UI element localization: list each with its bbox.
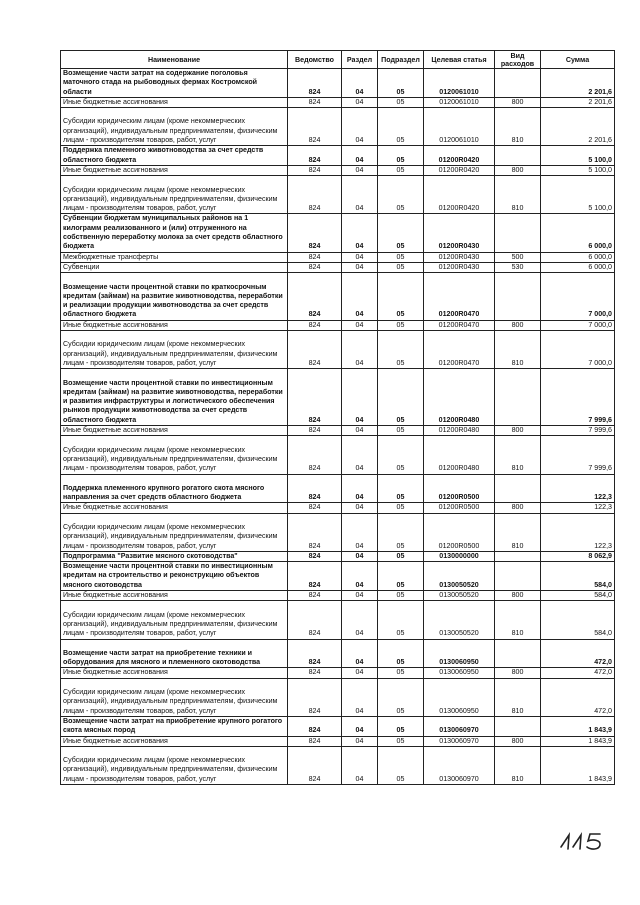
- cell-vid: 800: [495, 668, 541, 678]
- cell-celevaya: 01200R0480: [424, 369, 495, 426]
- cell-vid: 810: [495, 176, 541, 214]
- cell-summa: 6 000,0: [541, 252, 615, 262]
- cell-name: Возмещение части процентной ставки по краткосрочным кредитам (займам) на развитие животноводства, переработки и реализации продукции животноводства за счет средств областного бюджета: [61, 273, 288, 321]
- table-row: [61, 503, 615, 513]
- cell-podrazdel: 05: [378, 678, 424, 716]
- table-row: [61, 746, 615, 784]
- table-row: [61, 562, 615, 591]
- cell-razdel: 04: [342, 746, 378, 784]
- cell-summa: 1 843,9: [541, 746, 615, 784]
- cell-vedomstvo: 824: [288, 320, 342, 330]
- cell-name: Поддержка племенного животноводства за счет средств областного бюджета: [61, 146, 288, 166]
- cell-name: Субвенции: [61, 262, 288, 272]
- cell-vedomstvo: 824: [288, 436, 342, 474]
- cell-celevaya: 01200R0500: [424, 513, 495, 551]
- page-number-handwritten: [555, 830, 615, 852]
- cell-podrazdel: 05: [378, 69, 424, 98]
- cell-podrazdel: 05: [378, 426, 424, 436]
- cell-summa: 472,0: [541, 639, 615, 668]
- cell-name: Субсидии юридическим лицам (кроме некоммерческих организаций), индивидуальным предпринимателям, физическим лицам - производителям товаров, работ, услуг: [61, 601, 288, 639]
- cell-name: Поддержка племенного крупного рогатого скота мясного направления за счет средств областного бюджета: [61, 474, 288, 503]
- cell-summa: 6 000,0: [541, 214, 615, 252]
- table-row: [61, 639, 615, 668]
- cell-summa: 1 843,9: [541, 716, 615, 736]
- cell-vedomstvo: 824: [288, 551, 342, 561]
- table-row: [61, 736, 615, 746]
- cell-vid: [495, 551, 541, 561]
- header-podrazdel: Подраздел: [378, 51, 424, 69]
- table-row: [61, 320, 615, 330]
- table-row: [61, 214, 615, 252]
- table-header-row: [61, 51, 615, 69]
- cell-vid: [495, 69, 541, 98]
- table-row: [61, 513, 615, 551]
- cell-name: Субсидии юридическим лицам (кроме некоммерческих организаций), индивидуальным предпринимателям, физическим лицам - производителям товаров, работ, услуг: [61, 513, 288, 551]
- cell-podrazdel: 05: [378, 320, 424, 330]
- cell-vid: 800: [495, 165, 541, 175]
- cell-celevaya: 01200R0430: [424, 214, 495, 252]
- cell-name: Иные бюджетные ассигнования: [61, 320, 288, 330]
- cell-summa: 7 999,6: [541, 436, 615, 474]
- cell-celevaya: 0130060950: [424, 678, 495, 716]
- cell-vedomstvo: 824: [288, 69, 342, 98]
- cell-name: Субсидии юридическим лицам (кроме некоммерческих организаций), индивидуальным предпринимателям, физическим лицам - производителям товаров, работ, услуг: [61, 108, 288, 146]
- cell-podrazdel: 05: [378, 176, 424, 214]
- cell-vedomstvo: 824: [288, 746, 342, 784]
- cell-name: Иные бюджетные ассигнования: [61, 426, 288, 436]
- cell-celevaya: 01200R0420: [424, 176, 495, 214]
- cell-celevaya: 0130050520: [424, 591, 495, 601]
- cell-vedomstvo: 824: [288, 716, 342, 736]
- table-row: [61, 97, 615, 107]
- header-celevaya: Целевая статья: [424, 51, 495, 69]
- cell-summa: 6 000,0: [541, 262, 615, 272]
- header-vid: Вид расходов: [495, 51, 541, 69]
- cell-summa: 5 100,0: [541, 176, 615, 214]
- cell-summa: 472,0: [541, 678, 615, 716]
- cell-podrazdel: 05: [378, 562, 424, 591]
- cell-vedomstvo: 824: [288, 591, 342, 601]
- cell-razdel: 04: [342, 273, 378, 321]
- cell-razdel: 04: [342, 736, 378, 746]
- cell-vid: [495, 273, 541, 321]
- cell-summa: 7 000,0: [541, 320, 615, 330]
- table-row: [61, 369, 615, 426]
- cell-vedomstvo: 824: [288, 474, 342, 503]
- cell-celevaya: 0130060950: [424, 668, 495, 678]
- cell-razdel: 04: [342, 69, 378, 98]
- cell-razdel: 04: [342, 108, 378, 146]
- cell-razdel: 04: [342, 639, 378, 668]
- table-row: [61, 716, 615, 736]
- cell-name: Иные бюджетные ассигнования: [61, 165, 288, 175]
- cell-vid: [495, 474, 541, 503]
- cell-name: Подпрограмма "Развитие мясного скотоводства": [61, 551, 288, 561]
- cell-name: Возмещение части затрат на приобретение крупного рогатого скота мясных пород: [61, 716, 288, 736]
- header-summa: Сумма: [541, 51, 615, 69]
- cell-celevaya: 0130050520: [424, 562, 495, 591]
- cell-vid: 810: [495, 108, 541, 146]
- cell-summa: 2 201,6: [541, 97, 615, 107]
- table-row: [61, 331, 615, 369]
- cell-vid: 810: [495, 678, 541, 716]
- cell-vid: 800: [495, 591, 541, 601]
- cell-razdel: 04: [342, 436, 378, 474]
- cell-podrazdel: 05: [378, 273, 424, 321]
- cell-summa: 584,0: [541, 562, 615, 591]
- cell-celevaya: 01200R0480: [424, 436, 495, 474]
- cell-podrazdel: 05: [378, 214, 424, 252]
- cell-celevaya: 01200R0470: [424, 320, 495, 330]
- cell-name: Субсидии юридическим лицам (кроме некоммерческих организаций), индивидуальным предпринимателям, физическим лицам - производителям товаров, работ, услуг: [61, 436, 288, 474]
- cell-name: Субсидии юридическим лицам (кроме некоммерческих организаций), индивидуальным предпринимателям, физическим лицам - производителям товаров, работ, услуг: [61, 331, 288, 369]
- cell-name: Субсидии юридическим лицам (кроме некоммерческих организаций), индивидуальным предпринимателям, физическим лицам - производителям товаров, работ, услуг: [61, 746, 288, 784]
- cell-podrazdel: 05: [378, 668, 424, 678]
- cell-celevaya: 01200R0500: [424, 474, 495, 503]
- table-row: [61, 426, 615, 436]
- cell-podrazdel: 05: [378, 551, 424, 561]
- cell-celevaya: 01200R0430: [424, 252, 495, 262]
- table-row: [61, 176, 615, 214]
- cell-celevaya: 0130060970: [424, 746, 495, 784]
- table-row: [61, 252, 615, 262]
- cell-celevaya: 0130050520: [424, 601, 495, 639]
- cell-vedomstvo: 824: [288, 562, 342, 591]
- cell-vid: 810: [495, 746, 541, 784]
- cell-celevaya: 01200R0480: [424, 426, 495, 436]
- cell-vedomstvo: 824: [288, 108, 342, 146]
- header-vedomstvo: Ведомство: [288, 51, 342, 69]
- cell-podrazdel: 05: [378, 252, 424, 262]
- cell-name: Межбюджетные трансферты: [61, 252, 288, 262]
- cell-vid: 810: [495, 436, 541, 474]
- cell-celevaya: 0120061010: [424, 69, 495, 98]
- cell-name: Иные бюджетные ассигнования: [61, 97, 288, 107]
- cell-razdel: 04: [342, 474, 378, 503]
- cell-celevaya: 01200R0420: [424, 165, 495, 175]
- cell-podrazdel: 05: [378, 146, 424, 166]
- cell-summa: 5 100,0: [541, 146, 615, 166]
- cell-vedomstvo: 824: [288, 252, 342, 262]
- cell-razdel: 04: [342, 601, 378, 639]
- table-row: [61, 69, 615, 98]
- table-row: [61, 474, 615, 503]
- cell-podrazdel: 05: [378, 369, 424, 426]
- table-body: [61, 69, 615, 785]
- cell-podrazdel: 05: [378, 474, 424, 503]
- cell-razdel: 04: [342, 320, 378, 330]
- cell-vedomstvo: 824: [288, 736, 342, 746]
- header-name: Наименование: [61, 51, 288, 69]
- cell-vedomstvo: 824: [288, 503, 342, 513]
- cell-celevaya: 0130060970: [424, 716, 495, 736]
- cell-vid: 530: [495, 262, 541, 272]
- cell-vedomstvo: 824: [288, 214, 342, 252]
- cell-razdel: 04: [342, 668, 378, 678]
- cell-summa: 472,0: [541, 668, 615, 678]
- cell-razdel: 04: [342, 591, 378, 601]
- cell-vedomstvo: 824: [288, 146, 342, 166]
- cell-podrazdel: 05: [378, 165, 424, 175]
- cell-razdel: 04: [342, 551, 378, 561]
- cell-summa: 5 100,0: [541, 165, 615, 175]
- cell-razdel: 04: [342, 716, 378, 736]
- table-row: [61, 165, 615, 175]
- cell-razdel: 04: [342, 678, 378, 716]
- cell-razdel: 04: [342, 97, 378, 107]
- cell-name: Иные бюджетные ассигнования: [61, 503, 288, 513]
- table-row: [61, 668, 615, 678]
- cell-podrazdel: 05: [378, 601, 424, 639]
- cell-razdel: 04: [342, 252, 378, 262]
- cell-summa: 7 000,0: [541, 273, 615, 321]
- cell-name: Субсидии юридическим лицам (кроме некоммерческих организаций), индивидуальным предпринимателям, физическим лицам - производителям товаров, работ, услуг: [61, 678, 288, 716]
- cell-celevaya: 01200R0420: [424, 146, 495, 166]
- cell-name: Иные бюджетные ассигнования: [61, 736, 288, 746]
- cell-summa: 8 062,9: [541, 551, 615, 561]
- cell-razdel: 04: [342, 426, 378, 436]
- table-row: [61, 146, 615, 166]
- cell-celevaya: 0130060950: [424, 639, 495, 668]
- cell-vedomstvo: 824: [288, 262, 342, 272]
- cell-podrazdel: 05: [378, 436, 424, 474]
- table-row: [61, 262, 615, 272]
- cell-vedomstvo: 824: [288, 176, 342, 214]
- cell-razdel: 04: [342, 503, 378, 513]
- header-razdel: Раздел: [342, 51, 378, 69]
- cell-vedomstvo: 824: [288, 273, 342, 321]
- cell-summa: 122,3: [541, 513, 615, 551]
- cell-podrazdel: 05: [378, 513, 424, 551]
- cell-vedomstvo: 824: [288, 678, 342, 716]
- table-row: [61, 591, 615, 601]
- cell-name: Возмещение части затрат на приобретение техники и оборудования для мясного и племенного скотоводства: [61, 639, 288, 668]
- cell-podrazdel: 05: [378, 503, 424, 513]
- table-row: [61, 601, 615, 639]
- table-row: [61, 108, 615, 146]
- cell-vid: [495, 214, 541, 252]
- cell-vid: [495, 716, 541, 736]
- cell-vedomstvo: 824: [288, 426, 342, 436]
- cell-name: Иные бюджетные ассигнования: [61, 668, 288, 678]
- cell-podrazdel: 05: [378, 716, 424, 736]
- cell-summa: 2 201,6: [541, 69, 615, 98]
- budget-table: [60, 50, 615, 785]
- cell-summa: 584,0: [541, 591, 615, 601]
- cell-name: Иные бюджетные ассигнования: [61, 591, 288, 601]
- cell-vedomstvo: 824: [288, 513, 342, 551]
- cell-podrazdel: 05: [378, 262, 424, 272]
- cell-summa: 7 999,6: [541, 426, 615, 436]
- cell-vedomstvo: 824: [288, 601, 342, 639]
- cell-vedomstvo: 824: [288, 165, 342, 175]
- cell-vedomstvo: 824: [288, 331, 342, 369]
- cell-vid: 800: [495, 736, 541, 746]
- cell-celevaya: 01200R0500: [424, 503, 495, 513]
- cell-podrazdel: 05: [378, 108, 424, 146]
- cell-vedomstvo: 824: [288, 668, 342, 678]
- cell-vid: 810: [495, 513, 541, 551]
- cell-vid: 800: [495, 320, 541, 330]
- cell-razdel: 04: [342, 513, 378, 551]
- cell-vid: [495, 562, 541, 591]
- cell-vid: [495, 639, 541, 668]
- cell-razdel: 04: [342, 369, 378, 426]
- cell-celevaya: 01200R0470: [424, 331, 495, 369]
- cell-summa: 7 999,6: [541, 369, 615, 426]
- cell-razdel: 04: [342, 176, 378, 214]
- cell-vid: 800: [495, 426, 541, 436]
- cell-celevaya: 01200R0470: [424, 273, 495, 321]
- cell-vid: 800: [495, 97, 541, 107]
- cell-summa: 122,3: [541, 474, 615, 503]
- cell-razdel: 04: [342, 262, 378, 272]
- cell-vid: [495, 146, 541, 166]
- cell-razdel: 04: [342, 146, 378, 166]
- cell-vedomstvo: 824: [288, 97, 342, 107]
- cell-summa: 584,0: [541, 601, 615, 639]
- cell-podrazdel: 05: [378, 746, 424, 784]
- table-row: [61, 551, 615, 561]
- cell-podrazdel: 05: [378, 97, 424, 107]
- cell-celevaya: 0130000000: [424, 551, 495, 561]
- cell-celevaya: 0120061010: [424, 97, 495, 107]
- cell-name: Возмещение части затрат на содержание поголовья маточного стада на рыбоводных фермах Костромской области: [61, 69, 288, 98]
- cell-name: Возмещение части процентной ставки по инвестиционным кредитам (займам) на развитие животноводства, переработки и развития инфраструктуры и логистического обеспечения рынков продукции животноводства за счет средств областного бюджета: [61, 369, 288, 426]
- cell-podrazdel: 05: [378, 736, 424, 746]
- cell-vid: [495, 369, 541, 426]
- table-row: [61, 678, 615, 716]
- cell-podrazdel: 05: [378, 591, 424, 601]
- cell-name: Возмещение части процентной ставки по инвестиционным кредитам на строительство и реконструкцию объектов мясного скотоводства: [61, 562, 288, 591]
- cell-summa: 7 000,0: [541, 331, 615, 369]
- cell-summa: 1 843,9: [541, 736, 615, 746]
- cell-razdel: 04: [342, 214, 378, 252]
- cell-summa: 2 201,6: [541, 108, 615, 146]
- cell-vid: 500: [495, 252, 541, 262]
- cell-razdel: 04: [342, 165, 378, 175]
- cell-name: Субсидии юридическим лицам (кроме некоммерческих организаций), индивидуальным предпринимателям, физическим лицам - производителям товаров, работ, услуг: [61, 176, 288, 214]
- cell-celevaya: 0130060970: [424, 736, 495, 746]
- cell-vid: 800: [495, 503, 541, 513]
- cell-celevaya: 0120061010: [424, 108, 495, 146]
- cell-razdel: 04: [342, 331, 378, 369]
- cell-vedomstvo: 824: [288, 369, 342, 426]
- cell-vid: 810: [495, 601, 541, 639]
- table-row: [61, 436, 615, 474]
- cell-celevaya: 01200R0430: [424, 262, 495, 272]
- cell-razdel: 04: [342, 562, 378, 591]
- cell-podrazdel: 05: [378, 639, 424, 668]
- cell-vedomstvo: 824: [288, 639, 342, 668]
- cell-summa: 122,3: [541, 503, 615, 513]
- cell-name: Субвенции бюджетам муниципальных районов на 1 килограмм реализованного и (или) отгруженного на собственную переработку молока за счет средств областного бюджета: [61, 214, 288, 252]
- table-row: [61, 273, 615, 321]
- cell-vid: 810: [495, 331, 541, 369]
- cell-podrazdel: 05: [378, 331, 424, 369]
